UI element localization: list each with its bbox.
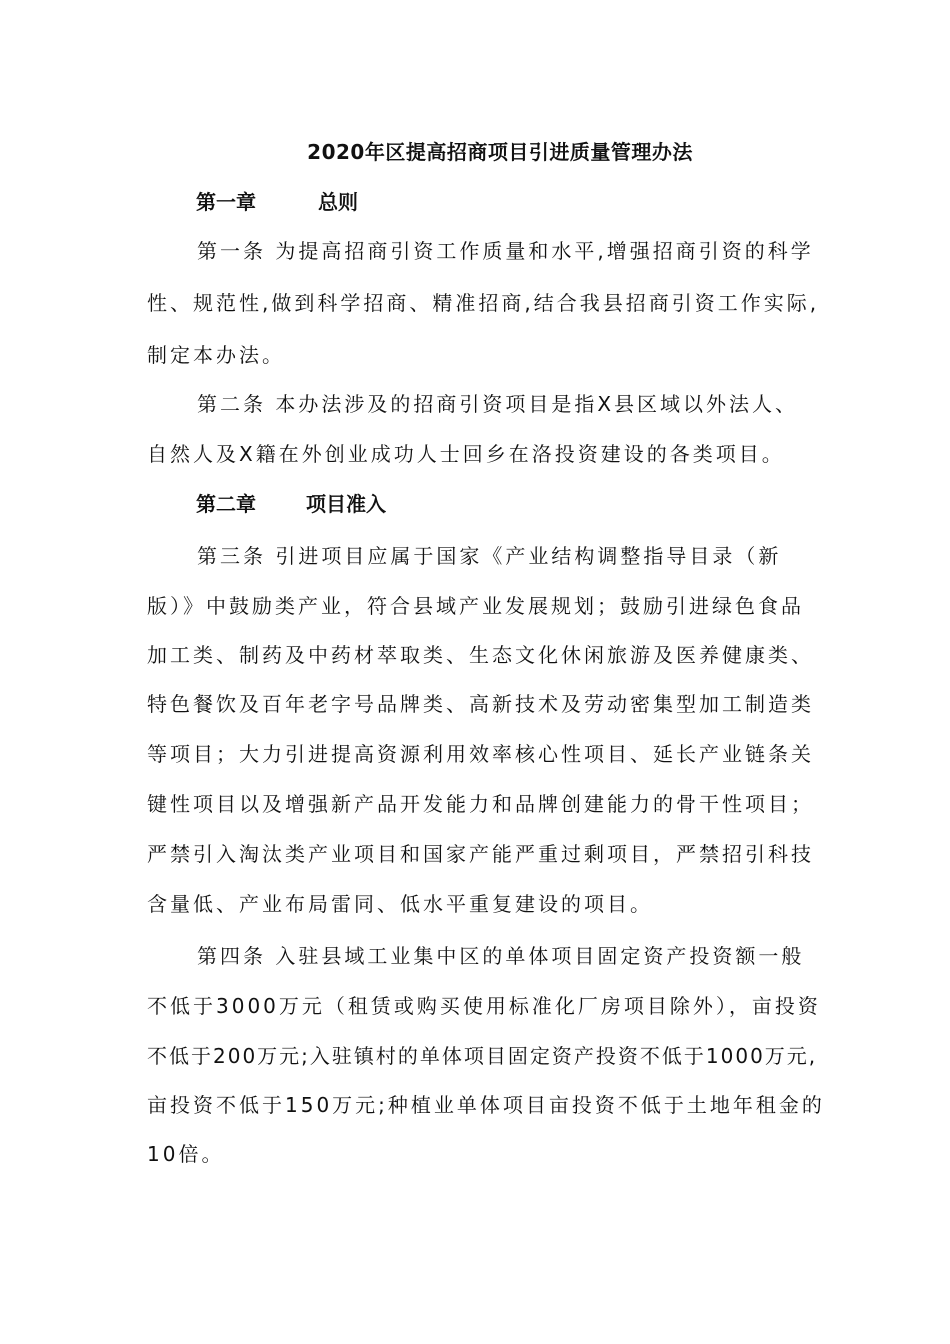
article-line: 第三条 引进项目应属于国家《产业结构调整指导目录（新 (197, 544, 782, 568)
chapter-number: 第一章 (196, 190, 256, 214)
article-line: 第四条 入驻县域工业集中区的单体项目固定资产投资额一般 (197, 944, 805, 968)
article-line: 键性项目以及增强新产品开发能力和品牌创建能力的骨干性项目； (147, 792, 814, 816)
article-line: 版）》中鼓励类产业，符合县域产业发展规划；鼓励引进绿色食品 (147, 594, 804, 618)
article-line: 不低于200万元;入驻镇村的单体项目固定资产投资不低于1000万元, (147, 1044, 818, 1068)
article-line: 制定本办法。 (147, 343, 285, 367)
article-line: 加工类、制药及中药材萃取类、生态文化休闲旅游及医养健康类、 (147, 643, 814, 667)
article-line: 性、规范性,做到科学招商、精准招商,结合我县招商引资工作实际, (147, 291, 820, 315)
article-line: 含量低、产业布局雷同、低水平重复建设的项目。 (147, 892, 653, 916)
chapter-name: 总则 (318, 190, 358, 214)
chapter-number: 第二章 (196, 492, 256, 516)
article-line: 10倍。 (147, 1142, 225, 1166)
article-line: 第二条 本办法涉及的招商引资项目是指X县区域以外法人、 (197, 392, 799, 416)
article-line: 不低于3000万元（租赁或购买使用标准化厂房项目除外），亩投资 (147, 994, 821, 1018)
document-title: 2020年区提高招商项目引进质量管理办法 (307, 140, 693, 164)
chapter-heading (196, 488, 386, 520)
chapter-heading (196, 186, 358, 218)
article-line: 第一条 为提高招商引资工作质量和水平,增强招商引资的科学 (197, 239, 814, 263)
article-line: 自然人及X籍在外创业成功人士回乡在洛投资建设的各类项目。 (147, 442, 785, 466)
article-line: 等项目；大力引进提高资源利用效率核心性项目、延长产业链条关 (147, 742, 814, 766)
article-line: 特色餐饮及百年老字号品牌类、高新技术及劳动密集型加工制造类 (147, 692, 814, 716)
chapter-name: 项目准入 (306, 492, 386, 516)
article-line: 严禁引入淘汰类产业项目和国家产能严重过剩项目，严禁招引科技 (147, 842, 814, 866)
article-line: 亩投资不低于150万元;种植业单体项目亩投资不低于土地年租金的 (147, 1093, 825, 1117)
